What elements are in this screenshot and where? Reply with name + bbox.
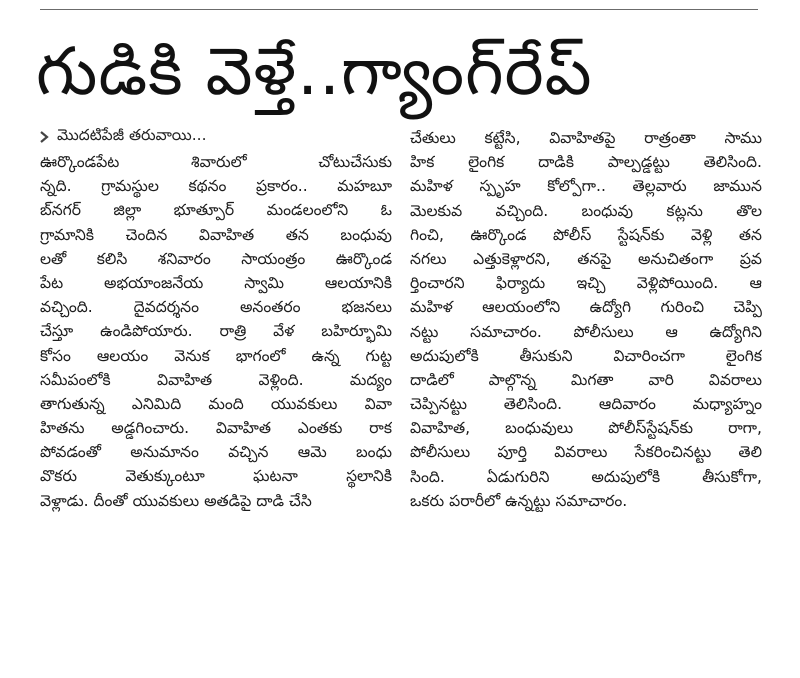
article-line: గించి, ఊర్కొండ పోలీస్ స్టేషన్‌కు వెళ్లి తన: [410, 225, 762, 244]
continuation-text: మొదటిపేజీ తరువాయి...: [57, 126, 207, 144]
article-line: అదుపులోకి తీసుకుని విచారించగా లైంగిక: [410, 346, 762, 365]
headline: గుడికి వెళ్తే..గ్యాంగ్‌రేప్: [36, 33, 593, 110]
article-line: మెలకువ వచ్చింది. బంధువు కట్లను తొల: [410, 201, 762, 220]
article-line: నట్టు సమాచారం. పోలీసులు ఆ ఉద్యోగిని: [410, 322, 762, 341]
article-line: తాగుతున్న ఎనిమిది మంది యువకులు వివా: [40, 394, 392, 413]
article-line: సింది. ఏడుగురిని అదుపులోకి తీసుకోగా,: [410, 467, 762, 486]
article-line: వివాహిత, బంధువులు పోలీస్‌స్టేషన్‌కు రాగా,: [410, 419, 762, 438]
article-line: దాడిలో పాల్గొన్న మిగతా వారి వివరాలు: [410, 370, 762, 389]
article-line: పోవడంతో అనుమానం వచ్చిన ఆమె బంధు: [40, 443, 392, 462]
article-line: నగలు ఎత్తుకెళ్లారని, తనపై అనుచితంగా ప్రవ: [410, 249, 762, 268]
article-line: న్నది. గ్రామస్థుల కథనం ప్రకారం.. మహబూ: [40, 177, 392, 196]
article-column-left: [40, 150, 392, 513]
chevron-right-icon: [40, 131, 49, 143]
article-line: సమీపంలోకి వివాహిత వెళ్లింది. మద్యం: [40, 370, 392, 389]
article-line: చేస్తూ ఉండిపోయారు. రాత్రి వేళ బహిర్భూమి: [40, 322, 392, 341]
article-column-right: [410, 126, 762, 513]
article-line: చేతులు కట్టేసి, వివాహితపై రాత్రంతా సాము: [410, 129, 762, 147]
continuation-label: [40, 126, 395, 148]
article-line: హితను అడ్డగించారు. వివాహిత ఎంతకు రాక: [40, 419, 392, 438]
article-line: వొకరు వెతుక్కుంటూ ఘటనా స్థలానికి: [40, 467, 392, 486]
article-line: మహిళ ఆలయంలోని ఉద్యోగి గురించి చెప్పి: [410, 298, 762, 317]
article-line: చెప్పినట్టు తెలిసింది. ఆదివారం మధ్యాహ్నం: [410, 395, 762, 414]
article-line: ఒకరు పరారీలో ఉన్నట్టు సమాచారం.: [410, 491, 628, 510]
article-line: పోలీసులు పూర్తి వివరాలు సేకరించినట్టు తెలి: [410, 443, 762, 462]
article-line: ర్తించారని ఫిర్యాదు ఇచ్చి వెళ్లిపోయింది. ఆ: [410, 274, 762, 293]
article-line: గ్రామానికి చెందిన వివాహిత తన బంధువు: [40, 225, 392, 244]
article-line: కోసం ఆలయం వెనుక భాగంలో ఉన్న గుట్ట: [40, 346, 392, 365]
article-line: ఊర్కొండపేట శివారులో చోటుచేసుకు: [40, 153, 392, 171]
article-line: బ్‌నగర్ జిల్లా భూత్పూర్ మండలంలోని ఓ: [40, 201, 392, 220]
article-line: లతో కలిసి శనివారం సాయంత్రం ఊర్కొండ: [40, 249, 392, 268]
article-line: వచ్చింది. దైవదర్శనం అనంతరం భజనలు: [40, 298, 392, 317]
top-rule: [40, 9, 758, 10]
article-line: పేట అభయాంజనేయ స్వామి ఆలయానికి: [40, 273, 392, 292]
article-line: హిక లైంగిక దాడికి పాల్పడ్డట్టు తెలిసింది.: [410, 153, 762, 172]
article-line: మహిళ స్పృహ కోల్పోగా.. తెల్లవారు జామున: [410, 177, 762, 196]
article-line: వెళ్లాడు. దీంతో యువకులు అతడిపై దాడి చేసి: [40, 491, 312, 510]
